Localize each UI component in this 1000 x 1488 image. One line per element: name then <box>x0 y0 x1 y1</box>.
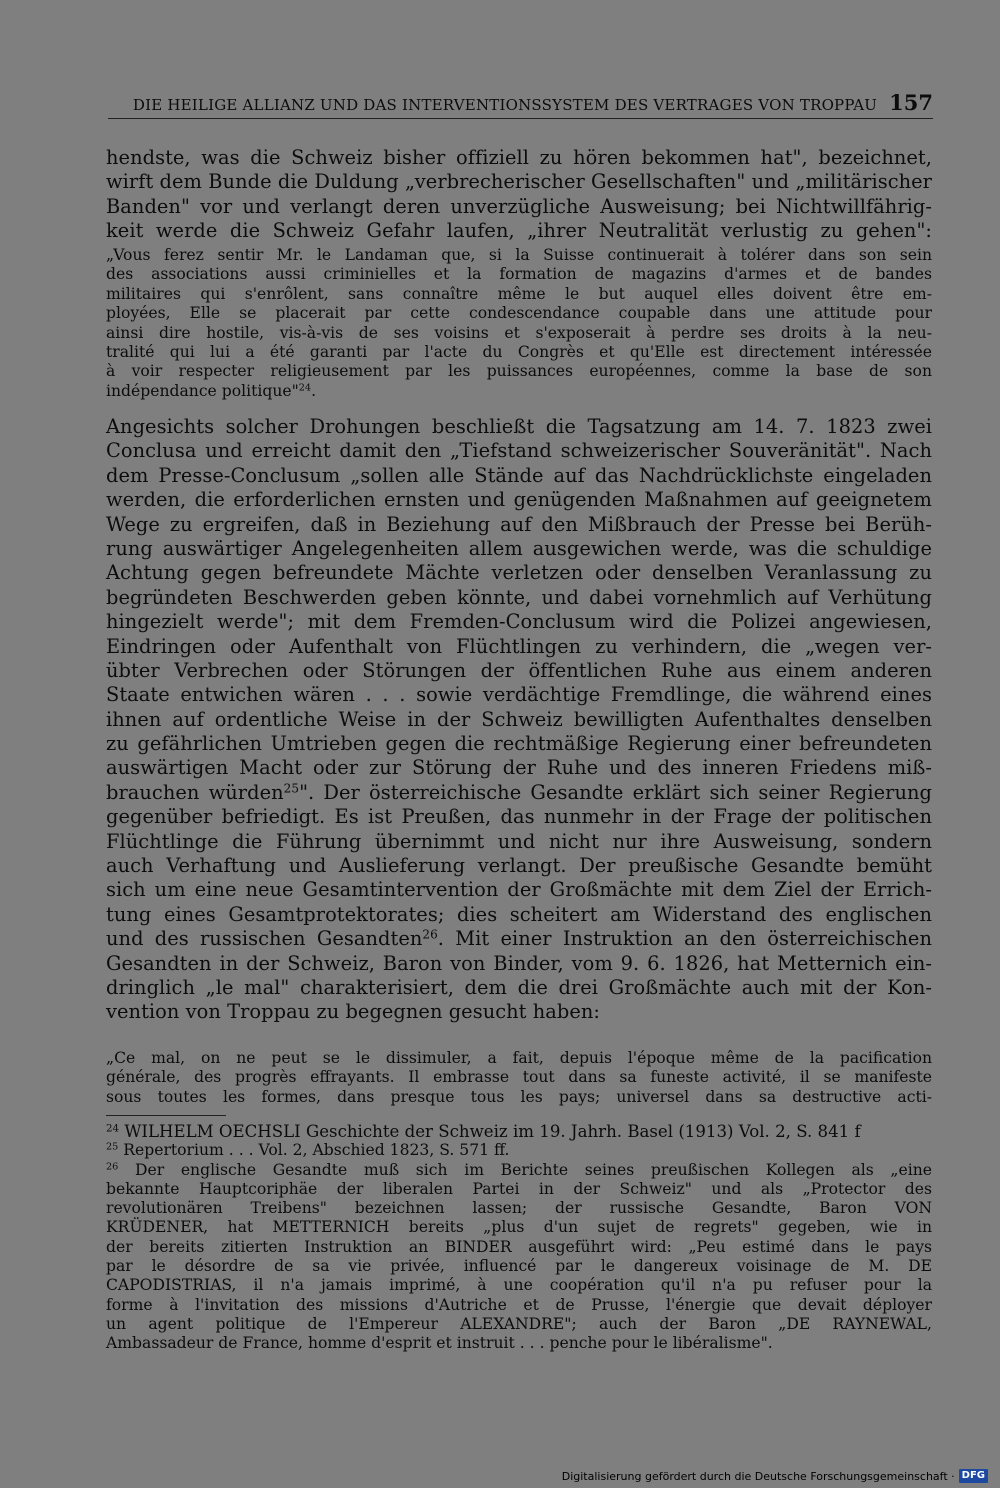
footnote-ref-24[interactable]: 24 <box>298 382 312 394</box>
text-line: Conclusa und erreicht damit den „Tiefstand schweizerischer Souveränität". Nach <box>106 439 932 463</box>
footnote-text: Der englische Gesandte muß sich im Berichte seines preußischen Kollegen als „eine <box>134 1160 932 1179</box>
footnotes <box>106 1122 932 1354</box>
block-quote-1 <box>106 246 932 401</box>
footnote-text: Repertorium . . . Vol. 2, Abschied 1823, S. 571 ff. <box>123 1141 510 1160</box>
footnote-25 <box>106 1141 932 1160</box>
text-fragment: brauchen würden <box>106 780 284 804</box>
footnote-line: forme à l'invitation des missions d'Autriche et de Prusse, l'énergie que devait déployer <box>106 1295 932 1314</box>
text-line: begründeten Beschwerden geben könnte, und dabei vornehmlich auf Verhütung <box>106 585 932 609</box>
footnote-line: revolutionären Treibens" bezeichnen lassen; der russische Gesandte, Baron VON <box>106 1199 932 1218</box>
footnote-line: bekannte Hauptcoriphäe der liberalen Partei in der Schweiz" und als „Protector des <box>106 1179 932 1198</box>
text-line: Staate entwichen wären . . . sowie verdächtige Fremdlinge, die während eines <box>106 683 932 707</box>
page-number: 157 <box>889 90 933 115</box>
text-line: dem Presse-Conclusum „sollen alle Stände auf das Nachdrücklichste eingeladen <box>106 463 932 487</box>
quote-line: ainsi dire hostile, vis-à-vis de ses voisins et s'exposerait à perdre ses droits à la neu- <box>106 323 932 342</box>
text-line: Wege zu ergreifen, daß in Beziehung auf den Mißbrauch der Presse bei Berüh- <box>106 512 932 536</box>
text-line: werden, die erforderlichen ernsten und genügenden Maßnahmen auf geeignetem <box>106 488 932 512</box>
quote-line: générale, des progrès effrayants. Il embrasse tout dans sa funeste activité, il se manifeste <box>106 1068 932 1087</box>
text-line <box>106 927 932 951</box>
footnote-24 <box>106 1122 932 1141</box>
text-fragment: . Mit einer Instruktion an den österreichischen <box>437 927 932 951</box>
footnote-ref-25[interactable]: 25 <box>283 781 300 796</box>
text-line: sich um eine neue Gesamtintervention der Großmächte mit dem Ziel der Errich- <box>106 878 932 902</box>
quote-line: à voir respecter religieusement par les puissances européennes, comme la base de son <box>106 362 932 381</box>
footnote-line: KRÜDENER, hat METTERNICH bereits „plus d'un sujet de regrets" gegeben, wie in <box>106 1218 932 1237</box>
text-line: Banden" vor und verlangt deren unverzügliche Ausweisung; bei Nichtwillfährig- <box>106 194 932 218</box>
text-line <box>106 781 932 805</box>
footnote-line: CAPODISTRIAS, il n'a jamais imprimé, à une coopération qu'il n'a pu refuser pour la <box>106 1276 932 1295</box>
text-fragment: und des russischen Gesandten <box>106 927 423 951</box>
quote-line: militaires qui s'enrôlent, sans connaître même le but auquel elles doivent être em- <box>106 284 932 303</box>
footnote-line <box>106 1122 932 1141</box>
text-line: vention von Troppau zu begegnen gesucht haben: <box>106 1000 600 1024</box>
paragraph-1 <box>106 146 932 244</box>
block-quote-2 <box>106 1049 932 1107</box>
text-line: Achtung gegen befreundete Mächte verletzen oder denselben Veranlassung zu <box>106 561 932 585</box>
text-line: Eindringen oder Aufenthalt von Flüchtlingen zu verhindern, die „wegen ver- <box>106 634 932 658</box>
footnote-number: 26 <box>106 1161 119 1173</box>
running-head: DIE HEILIGE ALLIANZ UND DAS INTERVENTIONSSYSTEM DES VERTRAGES VON TROPPAU <box>132 96 878 114</box>
dfg-logo[interactable]: DFG <box>959 1469 988 1483</box>
digitization-footer <box>562 1468 988 1484</box>
text-line: zu gefährlichen Umtrieben gegen die rechtmäßige Regierung einer befreundeten <box>106 732 932 756</box>
quote-text: . <box>311 381 317 400</box>
footnote-number: 24 <box>106 1122 120 1135</box>
text-line: Gesandten in der Schweiz, Baron von Binder, vom 9. 6. 1826, hat Metternich ein- <box>106 951 932 975</box>
text-line: tung eines Gesamtprotektorates; dies scheitert am Widerstand des englischen <box>106 902 932 926</box>
quote-line: ployées, Elle se placerait par cette condescendance coupable dans une attitude pour <box>106 304 932 323</box>
text-line: gegenüber befriedigt. Es ist Preußen, das nunmehr in der Frage der politischen <box>106 805 932 829</box>
text-line: dringlich „le mal" charakterisiert, dem die drei Großmächte auch mit der Kon- <box>106 975 932 999</box>
text-line: hingezielt werde"; mit dem Fremden-Conclusum wird die Polizei angewiesen, <box>106 610 932 634</box>
quote-line: sous toutes les formes, dans presque tous les pays; universel dans sa destructive acti- <box>106 1087 932 1106</box>
text-line: ihnen auf ordentliche Weise in der Schweiz bewilligten Aufenthaltes denselben <box>106 707 932 731</box>
text-line: keit werde die Schweiz Gefahr laufen, „ihrer Neutralität verlustig zu gehen": <box>106 219 932 243</box>
text-fragment: ". Der österreichische Gesandte erklärt sich seiner Regierung <box>299 780 932 804</box>
text-line: rung auswärtiger Angelegenheiten allem ausgewichen werde, was die schuldige <box>106 536 932 560</box>
quote-line: tralité qui lui a été garanti par l'acte du Congrès et qu'Elle est directement intéressée <box>106 342 932 361</box>
footnote-text: WILHELM OECHSLI Geschichte der Schweiz im 19. Jahrh. Basel (1913) Vol. 2, S. 841 f <box>124 1122 861 1141</box>
footnote-line <box>106 1161 932 1180</box>
text-line: hendste, was die Schweiz bisher offiziell zu hören bekommen hat", bezeichnet, <box>106 146 932 169</box>
text-line: übter Verbrechen oder Störungen der öffentlichen Ruhe aus einem anderen <box>106 658 932 682</box>
footnote-rule <box>106 1115 226 1116</box>
page-header <box>108 90 933 119</box>
text-line: Angesichts solcher Drohungen beschließt die Tagsatzung am 14. 7. 1823 zwei <box>106 415 932 438</box>
footer-text: Digitalisierung gefördert durch die Deutsche Forschungsgemeinschaft · <box>561 1469 955 1483</box>
text-line: Flüchtlinge die Führung übernimmt und nicht nur ihre Ausweisung, sondern <box>106 829 932 853</box>
quote-line: „Ce mal, on ne peut se le dissimuler, a fait, depuis l'époque même de la pacification <box>106 1049 932 1067</box>
footnote-line: par le désordre de sa vie privée, influencé par le dangereux voisinage de M. DE <box>106 1257 932 1276</box>
text-line: wirft dem Bunde die Duldung „verbrecherischer Gesellschaften" und „militärischer <box>106 170 932 194</box>
footnote-line: Ambassadeur de France, homme d'esprit et instruit . . . penche pour le libéralisme". <box>106 1334 773 1353</box>
quote-line <box>106 382 932 401</box>
footnote-line: der bereits zitierten Instruktion an BINDER ausgeführt wird: „Peu estimé dans le pays <box>106 1237 932 1256</box>
footnote-26 <box>106 1161 932 1354</box>
quote-line: „Vous ferez sentir Mr. le Landaman que, si la Suisse continuerait à tolérer dans son sein <box>106 246 932 264</box>
footnote-line <box>106 1141 932 1160</box>
footnote-ref-26[interactable]: 26 <box>422 927 438 942</box>
paragraph-2 <box>106 415 932 1025</box>
footnote-number: 25 <box>106 1141 119 1153</box>
footnote-line: un agent politique de l'Empereur ALEXANDRE"; auch der Baron „DE RAYNEWAL, <box>106 1314 932 1333</box>
text-line: auch Verhaftung und Auslieferung verlangt. Der preußische Gesandte bemüht <box>106 854 932 878</box>
quote-text: indépendance politique" <box>106 381 299 400</box>
quote-line: des associations aussi criminielles et la formation de magazins d'armes et de bandes <box>106 265 932 284</box>
text-line: auswärtigen Macht oder zur Störung der Ruhe und des inneren Friedens miß- <box>106 756 932 780</box>
